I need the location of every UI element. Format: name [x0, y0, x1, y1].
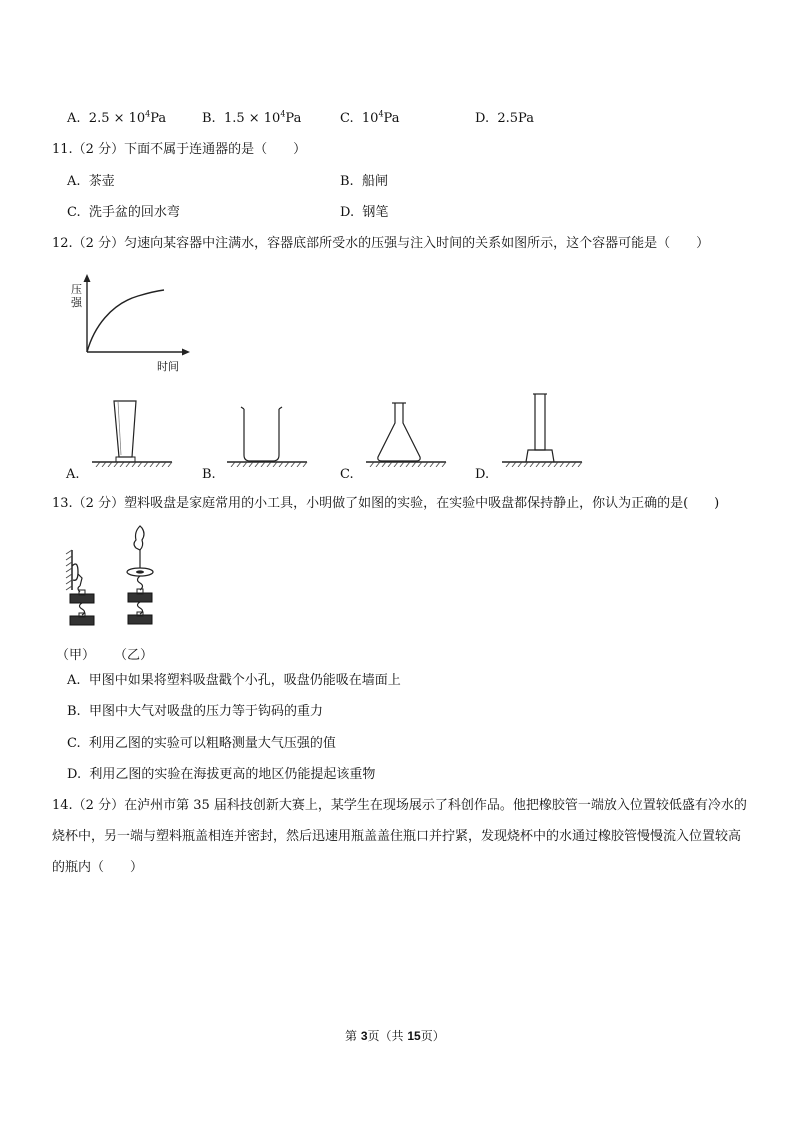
graph-y-arrow	[84, 274, 91, 282]
fig-label-jia: （甲）	[56, 648, 96, 663]
pressure-time-graph	[66, 272, 196, 376]
container-d-figure[interactable]	[502, 388, 584, 467]
suction-cup-figure-yi	[118, 524, 166, 638]
graph-x-arrow	[182, 349, 190, 356]
q11-stem: 11.（2 分）下面不属于连通器的是（ ）	[52, 142, 307, 157]
q12-option-d-label[interactable]: D.	[475, 467, 490, 482]
q11-option-b[interactable]: B. 船闸	[340, 174, 388, 189]
q11-option-c[interactable]: C. 洗手盆的回水弯	[67, 205, 180, 220]
q12-option-b-label[interactable]: B.	[202, 467, 216, 482]
total-page-number: 15	[407, 1029, 421, 1043]
q10-option-d[interactable]: D. 2.5Pa	[475, 111, 534, 126]
suction-cup-figure-jia	[62, 530, 102, 638]
q11-option-d[interactable]: D. 钢笔	[340, 205, 389, 220]
graph-pressure-curve	[87, 290, 164, 352]
q13-option-a[interactable]: A. 甲图中如果将塑料吸盘戳个小孔，吸盘仍能吸在墙面上	[67, 673, 401, 688]
q12-option-c-label[interactable]: C.	[340, 467, 354, 482]
graph-y-label-2: 强	[71, 296, 82, 309]
q10-option-c[interactable]: C. $10^4Pa$	[340, 109, 400, 126]
current-page-number: 3	[360, 1029, 368, 1043]
page-footer: 第 3页（共 15页）	[345, 1029, 445, 1043]
q11-option-a[interactable]: A. 茶壶	[67, 174, 115, 189]
container-c-figure[interactable]	[366, 395, 448, 467]
q13-option-d[interactable]: D. 利用乙图的实验在海拔更高的地区仍能提起该重物	[67, 767, 376, 782]
q13-option-c[interactable]: C. 利用乙图的实验可以粗略测量大气压强的值	[67, 736, 336, 751]
q13-stem: 13.（2 分）塑料吸盘是家庭常用的小工具，小明做了如图的实验，在实验中吸盘都保持静止，你认为正确的是( )	[52, 496, 720, 511]
q14-stem: 14.（2 分）在泸州市第 35 届科技创新大赛上，某学生在现场展示了科创作品。他把橡胶管一端放入位置较低盛有冷水的烧杯中，另一端与塑料瓶盖相连并密封，然后迅速用瓶盖盖住瓶口并拧紧，发现烧杯中的水通过橡胶管慢慢流入位置较高的瓶内（ ）	[52, 798, 747, 875]
graph-x-label: 时间	[157, 360, 179, 373]
q10-option-a[interactable]: A. $2.5 \times 10^4Pa$	[67, 109, 167, 126]
q12-stem: 12.（2 分）匀速向某容器中注满水，容器底部所受水的压强与注入时间的关系如图所示，这个容器可能是（ ）	[52, 236, 710, 251]
container-b-figure[interactable]	[227, 395, 309, 467]
q10-option-b[interactable]: B. $1.5 \times 10^4Pa$	[202, 109, 302, 126]
q12-option-a-label[interactable]: A.	[66, 467, 80, 482]
fig-label-yi: （乙）	[114, 648, 154, 663]
q13-option-b[interactable]: B. 甲图中大气对吸盘的压力等于钩码的重力	[67, 704, 323, 719]
graph-y-label-1: 压	[71, 283, 82, 296]
container-a-figure[interactable]	[92, 395, 174, 467]
